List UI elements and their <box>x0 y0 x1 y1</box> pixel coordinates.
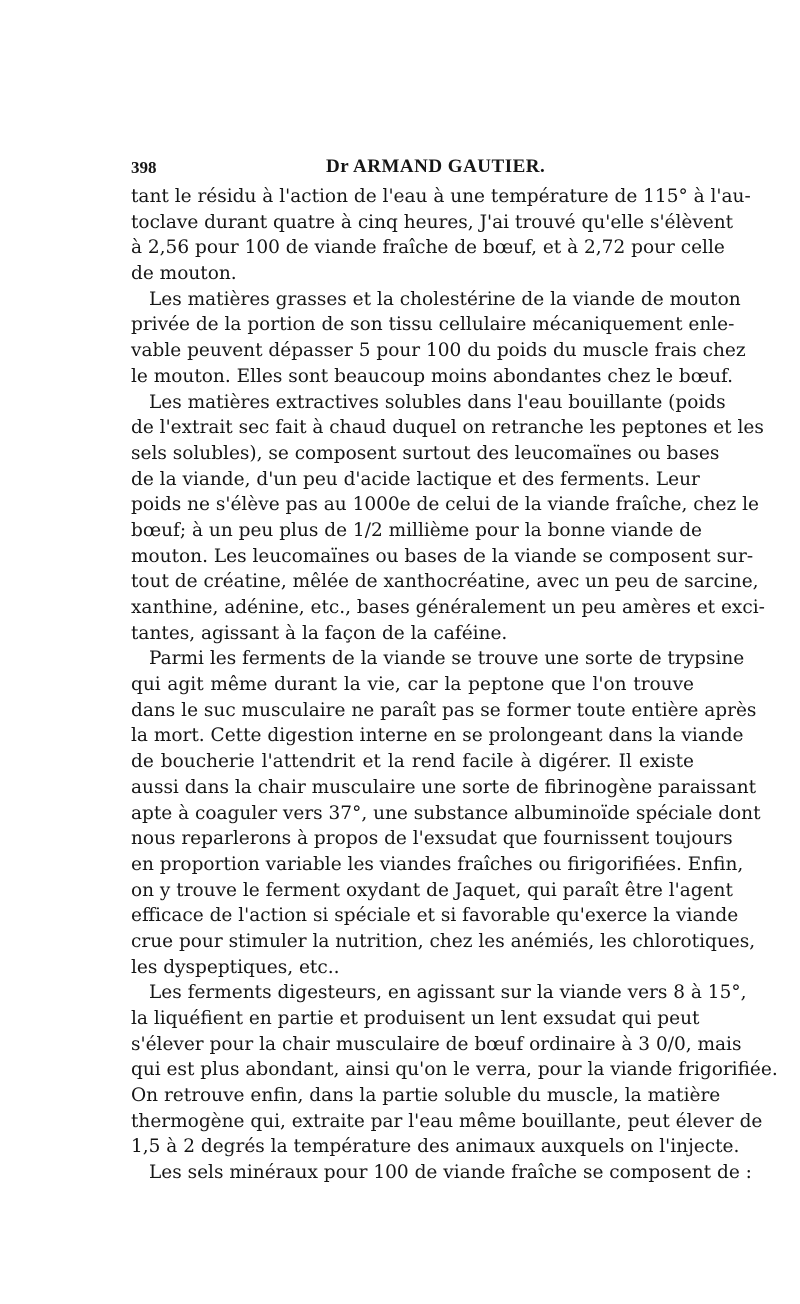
text-line: 1,5 à 2 degrés la température des animaux auxquels on l'injecte. <box>131 1136 740 1158</box>
text-line: sels solubles), se composent surtout des leucomaïnes ou bases <box>131 442 720 464</box>
text-line: xanthine, adénine, etc., bases généralement un peu amères et exci- <box>131 597 765 618</box>
text-line: tantes, agissant à la façon de la caféine. <box>131 622 508 644</box>
body-text <box>131 184 778 1186</box>
text-line: le mouton. Elles sont beaucoup moins abondantes chez le bœuf. <box>131 365 734 387</box>
text-line: poids ne s'élève pas au 1000e de celui de la viande fraîche, chez le <box>131 494 759 516</box>
text-line: de la viande, d'un peu d'acide lactique et des ferments. Leur <box>131 468 700 490</box>
text-line: On retrouve enfin, dans la partie soluble du muscle, la matière <box>131 1085 721 1107</box>
text-line: bœuf; à un peu plus de 1/2 millième pour la bonne viande de <box>131 519 702 541</box>
text-line: tout de créatine, mêlée de xanthocréatine, avec un peu de sarcine, <box>131 571 759 593</box>
text-line: Les matières extractives solubles dans l'eau bouillante (poids <box>149 391 726 413</box>
text-line: aussi dans la chair musculaire une sorte de fibrinogène paraissant <box>131 776 757 798</box>
text-line: nous reparlerons à propos de l'exsudat que fournissent toujours <box>131 828 733 850</box>
text-line: la mort. Cette digestion interne en se prolongeant dans la viande <box>131 725 744 747</box>
text-line: dans le suc musculaire ne paraît pas se former toute entière après <box>131 699 757 721</box>
text-line: Les matières grasses et la cholestérine de la viande de mouton <box>149 288 741 310</box>
text-line: on y trouve le ferment oxydant de Jaquet, qui paraît être l'agent <box>131 879 733 901</box>
text-line: de mouton. <box>131 263 237 285</box>
page-number: 398 <box>131 158 157 177</box>
text-line: thermogène qui, extraite par l'eau même bouillante, peut élever de <box>131 1110 763 1132</box>
text-line: Les ferments digesteurs, en agissant sur la viande vers 8 à 15°, <box>149 982 747 1004</box>
text-line: privée de la portion de son tissu cellulaire mécaniquement enle- <box>131 314 735 336</box>
text-line: la liquéfient en partie et produisent un lent exsudat qui peut <box>131 1008 700 1029</box>
text-line: crue pour stimuler la nutrition, chez les anémiés, les chlorotiques, <box>131 930 756 952</box>
text-line: qui agit même durant la vie, car la peptone que l'on trouve <box>131 674 694 696</box>
text-line: Les sels minéraux pour 100 de viande fraîche se composent de : <box>149 1162 752 1184</box>
text-line: à 2,56 pour 100 de viande fraîche de bœuf, et à 2,72 pour celle <box>131 237 725 259</box>
text-line: mouton. Les leucomaïnes ou bases de la viande se composent sur- <box>131 545 754 567</box>
text-line: les dyspeptiques, etc.. <box>131 956 340 978</box>
text-line: efficace de l'action si spéciale et si favorable qu'exerce la viande <box>131 905 739 927</box>
text-line: toclave durant quatre à cinq heures, J'ai trouvé qu'elle s'élèvent <box>131 211 734 233</box>
text-line: qui est plus abondant, ainsi qu'on le verra, pour la viande frigorifiée. <box>131 1059 778 1081</box>
text-line: de l'extrait sec fait à chaud duquel on retranche les peptones et les <box>131 417 764 439</box>
text-line: vable peuvent dépasser 5 pour 100 du poids du muscle frais chez <box>131 340 746 362</box>
text-line: de boucherie l'attendrit et la rend facile à digérer. Il existe <box>131 751 694 773</box>
page-header <box>131 152 691 180</box>
text-line: tant le résidu à l'action de l'eau à une température de 115° à l'au- <box>131 186 751 207</box>
text-line: Parmi les ferments de la viande se trouve une sorte de trypsine <box>149 648 745 670</box>
text-line: s'élever pour la chair musculaire de bœuf ordinaire à 3 0/0, mais <box>131 1033 742 1055</box>
text-line: apte à coaguler vers 37°, une substance albuminoïde spéciale dont <box>131 802 761 824</box>
running-head: Dr ARMAND GAUTIER. <box>326 156 546 177</box>
text-line: en proportion variable les viandes fraîches ou firigorifiées. Enfin, <box>131 853 744 875</box>
